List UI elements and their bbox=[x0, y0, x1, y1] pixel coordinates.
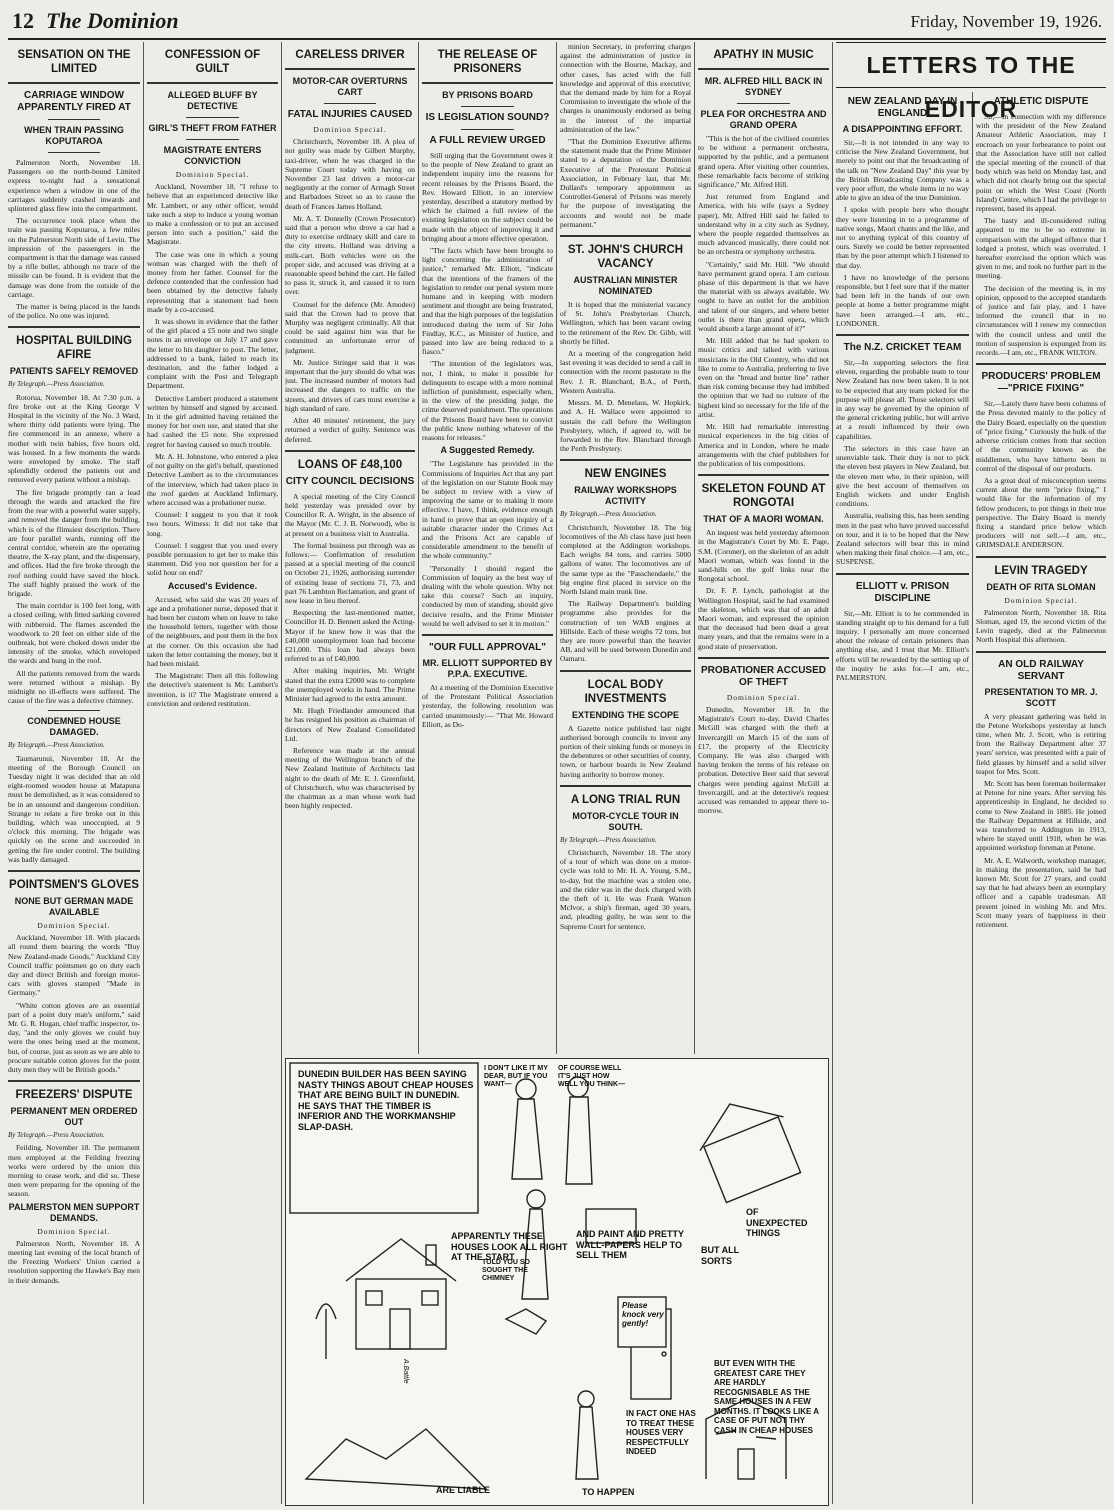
letter-text: The hasty and ill-considered ruling appeared to me to be so extreme in comparison with the alleged offence that I lodged a protest, which was overruled. I hereafter exercised the option which was given to me, and took no further part in the meeting. bbox=[976, 216, 1106, 281]
byline: By Telegraph.—Press Association. bbox=[8, 380, 105, 389]
article-text: Detective Lambert produced a statement written by himself and signed by accused. In it the girl admitted having retained the money for her own use, and stated that she had cashed the £5 note. She expressed regret for having caused so much trouble. bbox=[147, 393, 278, 449]
column-2 bbox=[147, 42, 278, 1054]
headline-nz-day: NEW ZEALAND DAY IN ENGLAND bbox=[847, 96, 958, 119]
divider bbox=[560, 235, 691, 237]
subhead-accused-evidence: Accused's Evidence. bbox=[167, 580, 258, 591]
visitor-figure bbox=[578, 1391, 594, 1407]
subhead-fatal: FATAL INJURIES CAUSED bbox=[287, 109, 413, 120]
article-text: The matter is being placed in the hands of the police. No one was injured. bbox=[8, 302, 140, 321]
article-text: Mr. Hugh Friedlander announced that he has resigned his position as chairman of directors of New Zealand Consolidated Ltd. bbox=[285, 706, 415, 743]
divider bbox=[48, 152, 101, 153]
article-text: Auckland, November 18. "I refuse to believe that an experienced detective like Mr. Lambert, or any other officer, would take such a step to induce a young woman to make a confession or to put an accused person into such a position," said the Magistrate. bbox=[147, 182, 278, 247]
article-text: At a meeting of the congregation held last evening it was decided to send a call in connection with the recent pastorate to the Rev. J. R. Blanchard, B.A., of Perth, Western Australia. bbox=[560, 349, 691, 395]
divider bbox=[560, 459, 691, 461]
divider bbox=[147, 82, 278, 84]
headline-local-body: LOCAL BODY INVESTMENTS bbox=[584, 678, 667, 705]
article-text: Palmerston North, November 18. A meeting last evening of the local branch of the Freezing Workers' Union carried a resolution supporting the Hawke's Bay men in their demands. bbox=[8, 1238, 140, 1285]
headline-careless-driver: CARELESS DRIVER bbox=[295, 49, 405, 61]
article-text: "Certainly," said Mr. Hill. "We should have permanent grand opera. I am curious phase of this department is that we have the material with us always available. We ought to have an outlet for the ambition and talent of our singers, and where better outlet is there than grand opera, which would absorb a large amount of it?" bbox=[698, 259, 829, 334]
headline-cricket-team: The N.Z. CRICKET TEAM bbox=[843, 342, 962, 354]
cartoon-caption-unexpected: OF UNEXPECTED THINGS bbox=[746, 1207, 808, 1238]
cartoon-caption-paint: AND PAINT AND PRETTY WALL-PAPERS HELP TO SELL THEM bbox=[576, 1229, 684, 1260]
column-5 bbox=[560, 42, 691, 1054]
house-falling bbox=[688, 1087, 805, 1204]
headline-confession: CONFESSION OF GUILT bbox=[164, 49, 261, 75]
knock-gently-sign: Please knock very gently! bbox=[622, 1301, 664, 1328]
article-text: The main corridor is 100 feet long, with a closed ceiling, with fitted sarking covered with rubberoid. The flames ascended the woodwork to 20 feet on either side of the outbreak, but were choked down under the intensity of the smoke, which enveloped the wards and hung in the roof. bbox=[8, 601, 140, 666]
article-text: An inquest was held yesterday afternoon in the Magistrate's Court by Mr. E. Page, S.M. (Coroner), on the skeleton of an adult Maori woman, which was found in the sand-hills on the golf links near the Rongotai school. bbox=[698, 528, 829, 584]
article-text: The Railway Department's building programme also provides for the construction of ten WAB engines at Hillside. Each of these weighs 72 tons, but they are more powerful than the heavier AB, and will be used between Dunedin and Oamaru. bbox=[560, 599, 691, 664]
subhead-window: CARRIAGE WINDOW APPARENTLY FIRED AT bbox=[17, 90, 131, 113]
column-rule bbox=[281, 42, 282, 1504]
cartoon-caption-respectfully: IN FACT ONE HAS TO TREAT THESE HOUSES VERY RESPECTFULLY INDEED bbox=[626, 1409, 696, 1456]
article-text: Mr. A. H. Johnstone, who entered a plea of not guilty on the girl's behalf, questioned Detective Lambert as to the circumstances of the interview, which had taken place in the roof garden at Auckland Infirmary, where accused was a probationer nurse. bbox=[147, 451, 278, 507]
article-text: It is hoped that the ministerial vacancy of St. John's Presbyterian Church, Wellington, which has been vacant owing to the retirement of the Rev. Dr. Gibb, will shortly be filled. bbox=[560, 300, 691, 346]
cartoon-caption-start: APPARENTLY THESE HOUSES LOOK ALL RIGHT AT THE START bbox=[451, 1231, 568, 1262]
article-text: Dunedin, November 18. In the Magistrate's Court to-day, David Charles McGill was charged with the theft at Invercargill on March 15 of the sum of £17, the property of the Electricity Company. He was also charged with having broken the terms of his release on probation. Detective Beer said that several charges were pending against McGill at Invercargill, and at the detective's request accused was remanded to appear there to-morrow. bbox=[698, 704, 829, 816]
subhead-remedy: A Suggested Remedy. bbox=[440, 445, 535, 456]
article-text: Mr. A. E. Walworth, workshop manager, in making the presentation, said he had known Mr. Scott for 27 years, and could say that he had always been an exemplary officer and a capable tradesman. All present joined in wishing Mr. and Mrs. Scott many years of happiness in their retirement. bbox=[976, 855, 1106, 930]
article-text: "Personally I should regard the Commission of Inquiry as the best way of dealing with the whole question. Why not take this course? Such an inquiry, conducted by men of standing, should give decisive results, and the Prime Minister would be well advised to set it in motion." bbox=[422, 563, 553, 628]
fallen-chimney bbox=[506, 1309, 546, 1334]
cartoon-caption-but: BUT ALL SORTS bbox=[701, 1245, 739, 1266]
article-text: Christchurch, November 18. The story of a tour of which was done on a motor-cycle was told to Mr. H. A. Young, S.M., to-day, but the machine was a stolen one, and the rider was in the dock charged with the theft of it. He was Frank Watson McIvor, a ship's fireman, aged 30 years, and, pleading guilty, he was sent to the Supreme Court for sentence. bbox=[560, 847, 691, 931]
cartoon-caption-happen: TO HAPPEN bbox=[582, 1487, 635, 1497]
divider bbox=[8, 1080, 140, 1082]
divider bbox=[698, 68, 829, 70]
divider bbox=[976, 363, 1106, 365]
subhead-bluff: ALLEGED BLUFF BY DETECTIVE bbox=[167, 90, 258, 111]
article-text: The Magistrate: Then all this following the detective's statement is Mr. Lambert's invention, is it? The Magistrate entered a conviction and ordered restitution. bbox=[147, 671, 278, 708]
speech-bubble-chimney: TOLD YOU SO SOUGHT THE CHIMNEY bbox=[482, 1259, 530, 1282]
divider bbox=[976, 651, 1106, 653]
article-text: Palmerston North, November 18. Passengers on the north-bound Limited express to-night had a sensational experience when a window in one of the carriages suddenly crashed inwards and splintered glass flew into the compartment. bbox=[8, 158, 140, 214]
paper-name: The Dominion bbox=[46, 8, 179, 33]
article-text: The occurrence took place when the train was passing Koputaroa, a few miles on the Palmerston North side of Levin. The impression of the passengers in the compartment is that the damage was caused by a rifle bullet, although no trace of the missile can be found. It is evident that the damage was done from the outside of the carriage. bbox=[8, 216, 140, 299]
column-4 bbox=[422, 42, 553, 1054]
subhead-review: A FULL REVIEW URGED bbox=[429, 135, 546, 146]
divider bbox=[8, 870, 140, 872]
headline-st-johns: ST. JOHN'S CHURCH VACANCY bbox=[567, 244, 684, 271]
divider bbox=[8, 326, 140, 328]
divider bbox=[698, 474, 829, 476]
subhead-german: NONE BUT GERMAN MADE AVAILABLE bbox=[14, 896, 134, 917]
article-text: Christchurch, November 18. A plea of not guilty was made by Gilbert Murphy, taxi-driver, when he was charged in the Supreme Court today with having on November 23 last driven a motor-car negligently at the corner of Armagh Street and Barbadoes Street so as to cause the death of Frances James Holland. bbox=[285, 137, 415, 211]
column-7 bbox=[836, 92, 969, 1504]
article-text: A special meeting of the City Council held yesterday was presided over by Councillor R. A. Wright, in the absence of the Mayor (Mr. C. J. B. Norwood), who is at present on a business visit to Australia. bbox=[285, 491, 415, 538]
article-text: Counsel for the defence (Mr. Amodeo) said that the Crown had to prove that Murphy was negligent criminally. All that could be said against him was that he committed an unfortunate error of judgment. bbox=[285, 299, 415, 355]
article-text: Dr. F. P. Lynch, pathologist at the Wellington Hospital, said he had examined the skeleton, which was that of an adult Maori woman, and expressed the opinion that the deceased had been dead a great many years, and that the remains were in a good state of preservation. bbox=[698, 586, 829, 651]
article-text: "White cotton gloves are an essential part of a point duty man's uniform," said Mr. G. R. Hogan, chief traffic inspector, to-day, "and the only gloves we could buy were the ones being used at the moment, but, of course, just as soon as we are able to procure suitable cotton gloves for the point duty men they will be British goods." bbox=[8, 1000, 140, 1075]
column-rule bbox=[972, 92, 973, 1504]
headline-new-engines: NEW ENGINES bbox=[584, 468, 667, 481]
divider bbox=[48, 710, 101, 711]
letter-text: As a great deal of misconception seems current about the term "price fixing," I would like for the information of my fellow producers, to put things in their true perspective. The Dairy Board is merely fixing a standard price below which producers will not sell.—I am, etc., GRIMSDALE ANDERSON. bbox=[976, 475, 1106, 550]
divider bbox=[560, 670, 691, 672]
article-text: Counsel: I suggest that you used every possible persuasion to get her to make this statement. Did you not question her for a solid hour on end? bbox=[147, 540, 278, 578]
article-text: Respecting the last-mentioned matter, Councillor H. D. Bennett asked the Acting-Mayor if he knew how it was that the £40,000 unemployment loan had become £21,000. This loan had always been referred to as of £40,000. bbox=[285, 608, 415, 664]
article-text: A very pleasant gathering was held in the Petone Workshops yesterday at lunch time, when Mr. J. Scott, who is retiring from the Railway Department after 37 years' service, was presented with a pair of field glasses by himself and a solid silver teapot for Mrs. Scott. bbox=[976, 711, 1106, 776]
article-text: Feilding, November 18. The permanent men employed at the Feilding freezing works were ordered by the union this morning to cease work, and did so. These men were preparing for the opening of the season. bbox=[8, 1143, 140, 1199]
subhead-maori-woman: THAT OF A MAORI WOMAN. bbox=[703, 514, 824, 525]
dateline: Dominion Special. bbox=[313, 125, 387, 134]
divider bbox=[698, 657, 829, 659]
divider bbox=[422, 634, 553, 636]
subhead-motor-cycle: MOTOR-CYCLE TOUR IN SOUTH. bbox=[572, 810, 679, 832]
headline-skeleton: SKELETON FOUND AT RONGOTAI bbox=[701, 483, 826, 510]
headline-apathy: APATHY IN MUSIC bbox=[713, 49, 814, 61]
headline-price-fixing: PRODUCERS' PROBLEM—"PRICE FIXING" bbox=[981, 371, 1101, 395]
article-text: Just returned from England and America, with his wife (says a Sydney paper), Mr. Alfred Hill said he failed to understand why in a city such as Sydney, where the people regarded themselves as much advanced musically, there could not be an orchestra or symphony orchestra. bbox=[698, 192, 829, 257]
article-text: The formal business put through was as follows:— Confirmation of resolution passed at a special meeting of the council on October 21, 1926, authorising surrender of existing lease of sections 71, 73, and part 76 Lambton Reclamation, and grant of new lease in lieu thereof. bbox=[285, 540, 415, 605]
divider bbox=[48, 119, 101, 120]
divider bbox=[560, 785, 691, 787]
article-text: "That the Dominion Executive affirms the statement made that the Prime Minister stated to a deputation of the Dominion Executive of the Protestant Political Association, in February last, that Mr. Dullard's temporary appointment as Controller-General of Prisons was merely for the purpose of investigating the accounts and would not be made permanent." bbox=[560, 137, 691, 229]
article-text: At a meeting of the Dominion Executive of the Protestant Political Association yesterday, the following resolution was carried unanimously:— "That Mr. Howard Elliott, as Do- bbox=[422, 682, 553, 729]
issue-date: Friday, November 19, 1926. bbox=[910, 12, 1102, 31]
article-text: Mr. Justice Stringer said that it was important that the jury should do what was just. The increased number of motors had increased the dangers to traffic on the streets, and drivers of cars must exercise a high standard of care. bbox=[285, 357, 415, 413]
dateline: Dominion Special. bbox=[175, 170, 250, 179]
column-3 bbox=[285, 42, 415, 1054]
subhead-legislation: IS LEGISLATION SOUND? bbox=[425, 112, 550, 123]
divider bbox=[836, 573, 969, 575]
subhead-elliott-supported: MR. ELLIOTT SUPPORTED BY P.P.A. EXECUTIVE. bbox=[422, 657, 553, 679]
divider bbox=[422, 82, 553, 84]
house-new bbox=[346, 1239, 456, 1349]
column-6 bbox=[698, 42, 829, 1054]
headline-full-approval: "OUR FULL APPROVAL" bbox=[428, 641, 547, 653]
letter-text: I have no knowledge of the persons responsible, but I feel sure that if the matter had been left in the hands of our own people at home a better programme might have been arranged.—I am, etc., LONDONER. bbox=[836, 272, 969, 328]
article-text: "The intention of the legislators was, not, I think, to make it possible for delinquents to escape with a more nominal infliction of punishment, especially when, in the view of the presiding judge, the crime deserved punishment. The operations of the Prisons Board have been to convict the public know nothing whatever of the reasons for releases." bbox=[422, 359, 553, 443]
letter-text: Sir,—Lately there have been columns of the Press devoted mainly to the policy of the Dairy Board, especially on the question of "price fixing." Curiously the bulk of the adverse criticism comes from that section of the community known as the middlemen, who have hitherto been in control of the disposal of our products. bbox=[976, 399, 1106, 473]
article-text: minion Secretary, in preferring charges against the administration of justice in connection with the Bourne, Mackay, and other cases, has acted with the full knowledge and approval of this executive; that the demand made by him for a Royal Commission to investigate the whole of the charges is unanimously endorsed as being in the interest of the impartial administration of the law." bbox=[560, 42, 691, 134]
subhead-permanent-men: PERMANENT MEN ORDERED OUT bbox=[10, 1106, 138, 1128]
article-text: A Gazette notice published last night authorised borough councils to invest any portion of their sinking funds or moneys in the debentures or other securities of county, town, or harbour boards in New Zealand having authority to borrow money. bbox=[560, 723, 691, 779]
masthead bbox=[8, 4, 1106, 40]
subhead-theft: GIRL'S THEFT FROM FATHER bbox=[148, 123, 277, 133]
article-text: It was shown in evidence that the father of the girl placed a £5 note and two single notes in an envelope on July 17 and gave the letter to his daughter to post. The letter, addressed to a bank, failed to reach its destination, and the father lodged a complaint with the Post and Telegraph Department. bbox=[147, 317, 278, 391]
headline-prison-discipline: ELLIOTT v. PRISON DISCIPLINE bbox=[855, 580, 950, 604]
byline: By Telegraph.—Press Association. bbox=[560, 510, 657, 519]
article-text: Palmerston North, November 18. Rita Sloman, aged 19, the second victim of the Levin tragedy, died at the Palmerston North Hospital this afternoon. bbox=[976, 607, 1106, 645]
subhead-palmerston: PALMERSTON MEN SUPPORT DEMANDS. bbox=[8, 1201, 140, 1223]
divider bbox=[285, 450, 415, 452]
divider bbox=[737, 103, 789, 104]
column-rule bbox=[418, 42, 419, 1054]
dateline: Dominion Special. bbox=[37, 1226, 111, 1236]
article-text: "The facts which have been brought to light concerning the administration of justice," remarked Mr. Elliott, "indicate that the intentions of the framers of the legislation to render our penal system more humane and in keeping with modern sentiment and thought are being frustrated, and that the high purposes of the legislation introduced during the term of Sir John Findlay, K.C., as Minister of Justice, and passed into law are being reduced to a fiasco." bbox=[422, 246, 553, 357]
cartoon-caption-liable: ARE LIABLE bbox=[436, 1485, 490, 1495]
letter-text: The decision of the meeting is, in my opinion, opposed to the accepted standards of justice and fair play, and I have informed the council that in no circumstances will I renew my connection with the council unless and until the motion of suspension is expunged from its records.—I am, etc., FRANK WILTON. bbox=[976, 283, 1106, 358]
article-text: After 40 minutes' retirement, the jury returned a verdict of guilty. Sentence was deferred. bbox=[285, 416, 415, 444]
subhead-rita-sloman: DEATH OF RITA SLOMAN bbox=[986, 581, 1096, 592]
headline-freezers: FREEZERS' DISPUTE bbox=[15, 1089, 133, 1102]
divider bbox=[186, 117, 238, 118]
divider bbox=[186, 139, 238, 140]
headline-sensation: SENSATION ON THE LIMITED bbox=[17, 49, 131, 75]
subhead-magistrate: MAGISTRATE ENTERS CONVICTION bbox=[163, 145, 262, 166]
subhead-council: CITY COUNCIL DECISIONS bbox=[285, 475, 415, 487]
letters-to-editor-banner: LETTERS TO THE EDITOR bbox=[836, 42, 1106, 88]
byline: By Telegraph.—Press Association. bbox=[8, 741, 105, 750]
artist-signature: A.Battle bbox=[402, 1359, 409, 1384]
byline: By Telegraph.—Press Association. bbox=[8, 1131, 105, 1140]
subhead-orchestra: PLEA FOR ORCHESTRA AND GRAND OPERA bbox=[700, 109, 827, 130]
subhead-prisons-board: BY PRISONS BOARD bbox=[442, 90, 533, 100]
headline-loans: LOANS OF £48,100 bbox=[297, 458, 403, 471]
headline-hospital: HOSPITAL BUILDING AFIRE bbox=[16, 335, 132, 362]
column-rule bbox=[556, 42, 557, 1054]
editorial-cartoon bbox=[285, 1058, 829, 1506]
divider bbox=[285, 68, 415, 70]
subhead-disappointing: A DISAPPOINTING EFFORT. bbox=[842, 124, 963, 134]
article-text: After making inquiries, Mr. Wright stated that the extra £2000 was to complete the unemployed works in hand. The Prime Minister had agreed to the extra amount. bbox=[285, 666, 415, 703]
article-text: All the patients removed from the wards were returned without a mishap. By midnight no ill-effects were suffered. The cause of the fire was a defective chimney. bbox=[8, 668, 140, 706]
divider bbox=[976, 556, 1106, 558]
article-text: "The Legislature has provided in the Commissions of Inquiries Act that any part of the legislation on our Statute Book may be subject to review with a view of improving the same or to making it more effective. I have, I think, evidence enough in hand to prove that an open inquiry of a suitable character under the Crimes Act and the Prisons Act are capable of considerable amendment to the benefit of the whole community." bbox=[422, 459, 553, 561]
dateline: Dominion Special. bbox=[726, 692, 801, 702]
subhead-koputaroa: WHEN TRAIN PASSING KOPUTAROA bbox=[24, 125, 124, 146]
letter-text: Sir,—In supporting selectors the first eleven, regarding the probable team to tour New Zealand has now been taken. It is not to be expected that any team picked for the purpose will please all. Those selectors will in any way be governed by the opinion of the general cricketing public, but will arrive at a result influenced by their own capabilities. bbox=[836, 358, 969, 441]
letter-text: The selectors in this case have an unenviable task. Their duty is not to pick the eleven best players in New Zealand, but the eleven men who, in their opinion, will give the best account of themselves on English wickets and under English conditions. bbox=[836, 443, 969, 509]
painter-figure bbox=[527, 1190, 545, 1208]
letter-text: Sir,—It is not intended in any way to criticise the New Zealand Government, but merely to point out that the broadcasting of the talk on "New Zealand Day" this year by the British Broadcasting Company was a very poor effort, the whole items in no way able to give an idea of the true Dominion. bbox=[836, 138, 969, 203]
headline-trial-run: A LONG TRIAL RUN bbox=[570, 793, 681, 806]
subhead-workshops: RAILWAY WORKSHOPS ACTIVITY bbox=[574, 485, 677, 507]
headline-probationer: PROBATIONER ACCUSED OF THEFT bbox=[700, 664, 826, 688]
article-text: The case was one in which a young woman was charged with the theft of money from her father. Counsel for the defence contended that the confession had been obtained by the detective falsely representing that a statement had been made by a co-accused. bbox=[147, 249, 278, 314]
cartoon-caption-intro: DUNEDIN BUILDER HAS BEEN SAYING NASTY THINGS ABOUT CHEAP HOUSES THAT ARE BEING BUILT IN DUNEDIN. HE SAYS THAT THE TIMBER IS INFERIOR AND THE WORKMANSHIP SLAP-DASH. bbox=[298, 1069, 474, 1132]
dateline: Dominion Special. bbox=[37, 921, 111, 930]
letter-text: Sir,—Mr. Elliott is to be commended in standing straight up to his demand for a full inquiry. I personally am more concerned about the release of certain prisoners than anything else, and I trust that Mr. Elliott's efforts will be rewarded by the setting up of the inquiry he asks for.—I am, etc., PALMERSTON. bbox=[836, 608, 969, 682]
article-text: The fire brigade promptly ran a lead through the wards and attacked the fire from the rear with a powerful water supply, and removed the danger from the building, which is of the flimsiest description. There are four parallel wards, running off the central corridor, wherein are the operating theatre, the X-ray plant, and the dispensary, and offices. Had the fire broke through the roof nothing could have saved the block. The staff highly praised the work of the brigade. bbox=[8, 487, 140, 598]
headline-levin-tragedy: LEVIN TRAGEDY bbox=[994, 564, 1088, 577]
subhead-alfred-hill: MR. ALFRED HILL BACK IN SYDNEY bbox=[704, 76, 823, 97]
article-text: Mr. Hill added that he had spoken to music critics and talked with various musicians in the Old Country, who did not like to come to Australia, preferring to live even on the "bread and butter line" rather than risk coming because they had imbibed the opinion that we had no culture of the highest kind so necessary for the life of the artist. bbox=[698, 336, 829, 419]
article-text: Mr. Hill had remarkable interesting musical experiences in the big cities of America and in London, where he made arrangements with the chief publishers for the publication of his compositions. bbox=[698, 422, 829, 468]
headline-release-prisoners: THE RELEASE OF PRISONERS bbox=[437, 49, 538, 75]
article-text: Taumarunui, November 18. At the meeting of the Borough Council on Tuesday night it was decided that an old eight-roomed wooden house at Matapuna must be demolished, as it was considered to be in an unsound and dangerous condition. Strange to relate a fire broke out in this building, which was unoccupied, at 9 o'clock this morning. The brigade was quickly on the scene and succeeded in getting the fire under control. The building was badly damaged. bbox=[8, 753, 140, 864]
column-rule bbox=[832, 42, 833, 1504]
divider bbox=[836, 334, 969, 336]
article-text: Mr. Scott has been foreman boilermaker at Petone for nine years. After serving his apprenticeship in England, he decided to come to New Zealand in 1885. He joined the Railway Department at Hillside, and was transferred to Addington in 1913, where he stayed until 1918, when he was appointed workshop foreman at Petone. bbox=[976, 778, 1106, 853]
column-rule bbox=[694, 42, 695, 1054]
letter-text: Sir,—In connection with my difference with the president of the New Zealand Amateur Athletic Association, may I encroach on your forbearance to point out that the Association have still not called the special meeting of the council of that body which was held on Monday last, and which did not clearly bring out the special point on which the West Coast (North Island) Centre, which I had the privilege to represent, based its appeal. bbox=[976, 112, 1106, 214]
subhead-presentation: PRESENTATION TO MR. J. SCOTT bbox=[984, 686, 1098, 708]
headline-athletic: ATHLETIC DISPUTE bbox=[993, 96, 1089, 107]
article-text: Counsel: I suggest to you that it took two hours. Witness: It did not take that long. bbox=[147, 510, 278, 538]
article-text: Still urging that the Government owes it to the people of New Zealand to grant an independent inquiry into the reasons for recent releases by the Prisons Board, the Rev. Howard Elliott, in an interview yesterday, described a statutory method by which he claimed a full review of the existing legislation on the subject could be made with the object of improving it and bringing about a more effective operation. bbox=[422, 151, 553, 243]
page-number: 12 bbox=[12, 8, 34, 33]
article-text: Messrs. M. D. Menelaus, W. Hopkirk, and A. H. Wallace were appointed to sustain the call before the Wellington Presbytery, which, if agreed to, will be forwarded to the Rev. Blanchard through the Perth Presbytery. bbox=[560, 398, 691, 454]
byline: By Telegraph.—Press Association. bbox=[560, 835, 657, 844]
article-text: Rotorua, November 18. At 7.30 p.m. a fire broke out at the King George V Hospital in the vicinity of the No. 3 Ward, where thirty odd patients were lying. The fire commenced in an annexe, where a mother with twin babies, five hours old, was housed. In a few moments the wards were enveloped by smoke. The staff splendidly ordered the patients out and removed every patient without a mishap. bbox=[8, 392, 140, 485]
cartoon-caption-conclusion: BUT EVEN WITH THE GREATEST CARE THEY ARE HARDLY RECOGNISABLE AS THE SAME HOUSES IN A FEW MONTHS. IT LOOKS LIKE A CASE OF PUT NOT THY CASH IN CHEAP HOUSES bbox=[714, 1359, 819, 1435]
divider bbox=[8, 82, 140, 84]
article-text: Reference was made at the annual meeting of the Wellington branch of the New Zealand Institute of Architects last night to the death of Mr. E. J. Greenfield, of Christchurch, who was characterised by the chairman as a man whose work had been highly respected. bbox=[285, 745, 415, 811]
speech-bubble-man: OF COURSE WELL IT'S JUST HOW WELL YOU THINK— bbox=[558, 1065, 626, 1088]
letter-text: Australia, realising this, has been sending men in the past who have proved successful on tour, and it is to be hoped that the New Zealand selectors will bear this in mind when making their final choice.—I am, etc., SUSPENSE. bbox=[836, 511, 969, 567]
divider bbox=[324, 103, 376, 104]
article-text: Christchurch, November 18. The big locomotives of the Ab class have just been completed at the Addington workshops. Each weighs 84 tons, and carries 5000 gallons of water. The locomotives are of the same type as the "Passchendaele," the big engine first placed in service on the North Island main trunk line. bbox=[560, 522, 691, 596]
speech-bubble-woman: I DON'T LIKE IT MY DEAR, BUT IF YOU WANT— bbox=[484, 1065, 548, 1088]
subhead-overturns: MOTOR-CAR OVERTURNS CART bbox=[292, 76, 408, 97]
article-text: "This is the hot of the civilised countries to be without a permanent orchestra, supported by the public, and a permanent grand opera. After visiting other countries, these remarkable facts become of striking significance," Mr. Alfred Hill. bbox=[698, 134, 829, 190]
subhead-scope: EXTENDING THE SCOPE bbox=[571, 709, 679, 720]
column-8 bbox=[976, 92, 1106, 1504]
article-text: Mr. A. T. Donnelly (Crown Prosecutor) said that a person who drove a car had a duty to exercise ordinary skill and care in the city streets. Holland was driving a milk-cart. Both vehicles were on the proper side, and accused was driving at a reasonable speed behind the cart. He failed to pass it, struck it, and caused it to turn over. bbox=[285, 213, 415, 297]
article-text: Auckland, November 18. With placards all round them bearing the words "Buy New Zealand-made Goods," Auckland City Council traffic pointsmen go on duty each day and direct British and foreign motor-cars with gloves stamped "Made in Germany." bbox=[8, 933, 140, 998]
rubble bbox=[306, 1429, 486, 1489]
headline-condemned-house: CONDEMNED HOUSE DAMAGED. bbox=[27, 716, 121, 738]
divider bbox=[461, 129, 513, 130]
divider bbox=[461, 106, 513, 107]
subhead-minister: AUSTRALIAN MINISTER NOMINATED bbox=[573, 275, 678, 297]
letter-text: I spoke with people here who thought they were listening in to a programme of native songs, Maori chants and the like, and not to anything typical of this country of ours. Surely we could be better represented than by the poor attempt which I listened to that day. bbox=[836, 205, 969, 270]
column-rule bbox=[143, 42, 144, 1504]
subhead-patients: PATIENTS SAFELY REMOVED bbox=[9, 366, 139, 377]
column-1 bbox=[8, 42, 140, 1504]
article-text: Accused, who said she was 20 years of age and a probationer nurse, deposed that it had been her custom when on leave to take the household letters, together with those of the neighbours, and post them in the box at the corner. On this occasion she had taken the letter containing the money, but it had been mislaid. bbox=[147, 594, 278, 668]
headline-pointsmen: POINTSMEN'S GLOVES bbox=[9, 879, 139, 891]
dateline: Dominion Special. bbox=[1004, 595, 1078, 605]
headline-railway-servant: AN OLD RAILWAY SERVANT bbox=[998, 658, 1084, 682]
